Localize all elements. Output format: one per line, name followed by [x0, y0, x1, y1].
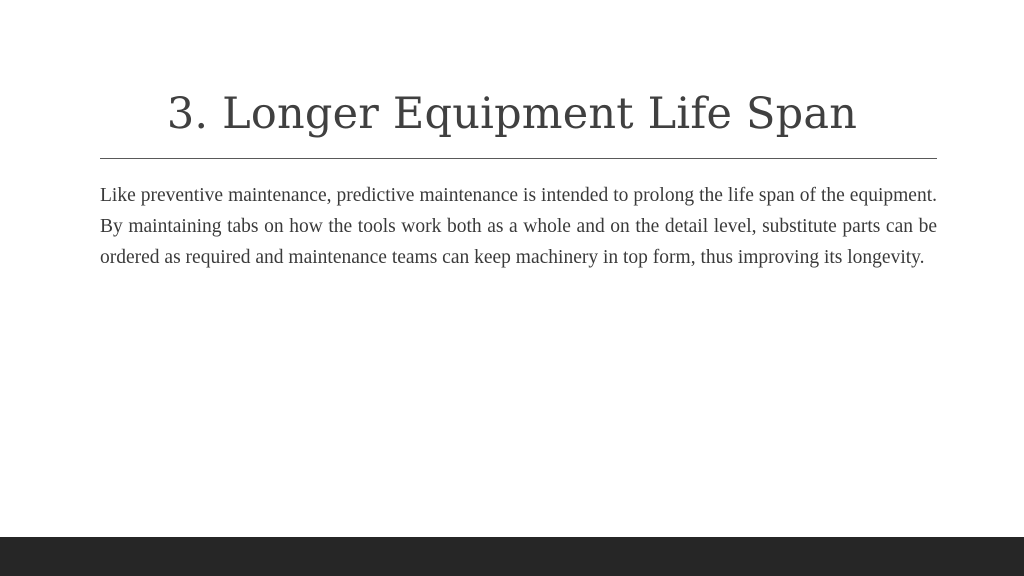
title-divider [100, 158, 937, 159]
footer-bar [0, 537, 1024, 576]
slide-body-text: Like preventive maintenance, predictive maintenance is intended to prolong the life span of the equipment. By maintaining tabs on how the tools work both as a whole and on the detail level, substitute parts can be ordered as required and maintenance teams can keep machinery in top form, thus improving its longevity. [100, 185, 937, 268]
slide-title: 3. Longer Equipment Life Span [166, 89, 858, 139]
